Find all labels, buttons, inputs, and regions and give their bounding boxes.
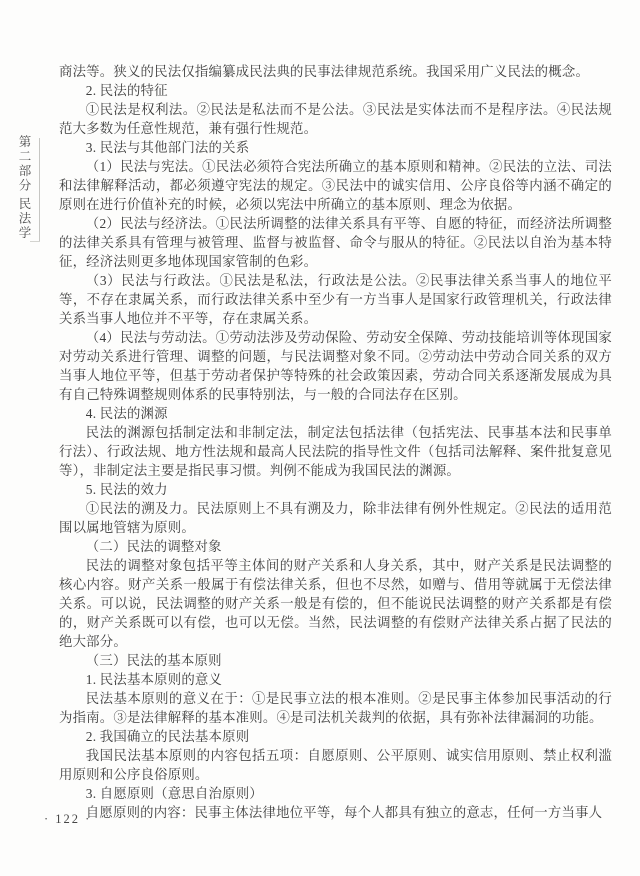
sidebar-divider-foot: [30, 241, 40, 242]
section-heading: （二）民法的调整对象: [85, 539, 222, 554]
numbered-heading: 4. 民法的渊源: [85, 406, 168, 421]
paragraph: 我国民法基本原则的内容包括五项：自愿原则、公平原则、诚实信用原则、禁止权利滥用原则和公序良俗原则。: [59, 748, 612, 782]
paragraph: 民法的调整对象包括平等主体间的财产关系和人身关系，其中，财产关系是民法调整的核心内容。财产关系一般属于有偿法律关系，但也不尽然，如赠与、借用等就属于无偿法律关系。可以说，民法调整的财产关系一般是有偿的，但不能说民法调整的财产关系都是有偿的，财产关系既可以有偿，也可以无偿。当然，民法调整的有偿财产法律关系占据了民法的绝大部分。: [59, 558, 612, 649]
page-number: · 122 ·: [44, 812, 92, 826]
paragraph: 商法等。狭义的民法仅指编纂成民法典的民事法律规范系统。我国采用广义民法的概念。: [59, 64, 590, 79]
numbered-heading: 3. 民法与其他部门法的关系: [85, 140, 250, 155]
section-heading: （三）民法的基本原则: [85, 653, 222, 668]
sidebar-subject-label: 民法学: [17, 197, 31, 241]
paragraph: ①民法的溯及力。民法原则上不具有溯及力，除非法律有例外性规定。②民法的适用范围以属地管辖为原则。: [59, 501, 612, 535]
paragraph: （2）民法与经济法。①民法所调整的法律关系具有平等、自愿的特征，而经济法所调整的法律关系具有管理与被管理、监督与被监督、命令与服从的特征。②民法以自治为基本特征，经济法则更多地体现国家管制的色彩。: [59, 216, 612, 269]
paragraph: （1）民法与宪法。①民法必须符合宪法所确立的基本原则和精神。②民法的立法、司法和法律解释活动，都必须遵守宪法的规定。③民法中的诚实信用、公序良俗等内涵不确定的原则在进行价值补充的时候，必须以宪法中所确立的基本原则、理念为依据。: [59, 159, 612, 212]
numbered-heading: 2. 民法的特征: [85, 83, 168, 98]
paragraph: 民法的渊源包括制定法和非制定法，制定法包括法律（包括宪法、民事基本法和民事单行法）、行政法规、地方性法规和最高人民法院的指导性文件（包括司法解释、案件批复意见等），非制定法主要是指民事习惯。判例不能成为我国民法的渊源。: [59, 425, 612, 478]
paragraph: （3）民法与行政法。①民法是私法，行政法是公法。②民事法律关系当事人的地位平等，不存在隶属关系，而行政法律关系中至少有一方当事人是国家行政管理机关，行政法律关系当事人地位并不平等，存在隶属关系。: [59, 273, 612, 326]
sidebar-divider: [39, 138, 40, 242]
paragraph: 自愿原则的内容：民事主体法律地位平等，每个人都具有独立的意志，任何一方当事人: [85, 805, 603, 820]
numbered-heading: 5. 民法的效力: [85, 482, 168, 497]
paragraph: ①民法是权利法。②民法是私法而不是公法。③民法是实体法而不是程序法。④民法规范大多数为任意性规范，兼有强行性规范。: [59, 102, 612, 136]
numbered-heading: 2. 我国确立的民法基本原则: [85, 729, 250, 744]
paragraph: 民法基本原则的意义在于：①是民事立法的根本准则。②是民事主体参加民事活动的行为指南。③是法律解释的基本准则。④是司法机关裁判的依据，具有弥补法律漏洞的功能。: [59, 691, 612, 725]
paragraph: （4）民法与劳动法。①劳动法涉及劳动保险、劳动安全保障、劳动技能培训等体现国家对劳动关系进行管理、调整的问题，与民法调整对象不同。②劳动法中劳动合同关系的双方当事人地位平等，但基于劳动者保护等特殊的社会政策因素，劳动合同关系逐渐发展成为具有自己特殊调整规则体系的民事特别法，与一般的合同法存在区别。: [59, 330, 612, 402]
page-content: [59, 62, 612, 822]
sidebar-part-label: 第二部分: [17, 135, 31, 193]
numbered-heading: 3. 自愿原则（意思自治原则）: [85, 786, 263, 801]
numbered-heading: 1. 民法基本原则的意义: [85, 672, 223, 687]
